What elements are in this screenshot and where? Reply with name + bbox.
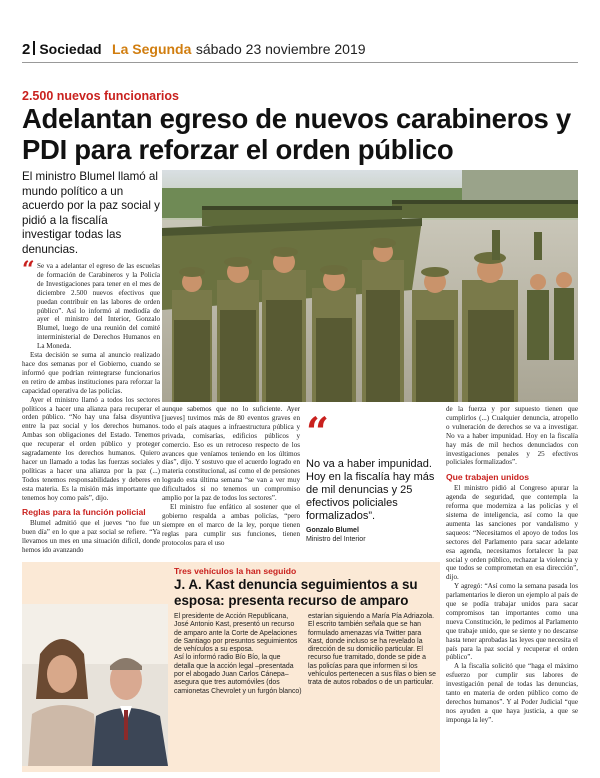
subhead-reglas: Reglas para la función policial bbox=[22, 507, 146, 518]
body-paragraph: El ministro fue enfático al sostener que el gobierno respalda a ambas policías, “pero siempre en el marco de la ley, porque tienen reglas para cumplir sus funciones, tienen protocolos para el uso bbox=[162, 502, 300, 547]
inset-body bbox=[174, 613, 436, 696]
page-header bbox=[22, 41, 578, 61]
inset-kicker: Tres vehículos la han seguido bbox=[174, 566, 297, 576]
kast-couple-illustration bbox=[22, 604, 168, 766]
body-paragraph: A la fiscalía solicitó que “haga el máximo esfuerzo por cumplir sus labores de investigación penal de todas las denuncias, tanto en materia de orden público como de derechos humanos”. Y al Poder Judicial “que nos ayuden a que haya justicia, a que se imponga la ley”. bbox=[446, 662, 578, 724]
page-number: 2 bbox=[22, 41, 31, 58]
body-paragraph: El ministro pidió al Congreso apurar la agenda de seguridad, que contempla la reforma que moderniza a las policías y el sistema de inteligencia, así como la que aumenta las sanciones por vandalismo y saqueos: “Necesitamos el apoyo de todos los sectores del Parlamento para sacar adelante esa agenda, necesitamos fortalecer la paz social y orden público, rechazar la violencia y que todos se comprometan en esa dirección”, dijo. bbox=[446, 484, 578, 582]
police-formation-illustration bbox=[162, 170, 578, 402]
body-paragraph: Blumel admitió que el jueves “no fue un buen día” en lo que a paz social se refiere. “Ya llevamos un mes en una situación difícil, donde hemos ido avanzando bbox=[22, 519, 160, 555]
body-paragraph: de la fuerza y por supuesto tienen que cumplirlos (...) Cualquier denuncia, atropello o vulneración de derechos se va a investigar. No va a haber impunidad. Hoy en la fiscalía hay más de mil hechos denunciados con investigaciones penales y 25 efectivos policiales formalizados”. bbox=[446, 405, 578, 467]
article-headline: Adelantan egreso de nuevos carabineros y PDI para reforzar el orden público bbox=[22, 103, 571, 165]
police-formation-photo bbox=[162, 170, 578, 402]
article-kicker: 2.500 nuevos funcionarios bbox=[22, 89, 179, 103]
article-column-2 bbox=[162, 405, 300, 548]
header-divider bbox=[33, 41, 35, 55]
article-column-4 bbox=[446, 405, 578, 725]
article-deck: El ministro Blumel llamó al mundo político a un acuerdo por la paz social y pidió a la fiscalía investigar todas las denuncias. bbox=[22, 170, 160, 256]
publication-name: La Segunda bbox=[112, 41, 192, 57]
header-rule bbox=[22, 62, 578, 63]
pull-quote-mark-icon: “ bbox=[306, 409, 330, 456]
subhead-trabajen: Que trabajen unidos bbox=[446, 472, 530, 483]
issue-date: sábado 23 noviembre 2019 bbox=[195, 41, 366, 57]
pull-quote-name: Gonzalo Blumel bbox=[306, 527, 359, 534]
article-column-1 bbox=[22, 257, 160, 555]
kast-couple-photo bbox=[22, 604, 168, 766]
body-paragraph: Y agregó: “Así como la semana pasada los parlamentarios le dieron un ejemplo al país de que se podía trabajar unidos para sacar compromisos tan importantes como una nueva Constitución, le pedimos al Parlamento que trabaje unido, que se siente y no descanse hasta tener aprobadas las leyes que necesita el país para la paz social y recuperar el orden público”. bbox=[446, 582, 578, 662]
opening-quote-icon: “ bbox=[22, 257, 35, 283]
inset-paragraph: El presidente de Acción Republicana, José Antonio Kast, presentó un recurso de amparo ante la Corte de Apelaciones de Santiago por presuntos seguimientos de vehículos a su esposa. bbox=[174, 613, 298, 654]
pull-quote-role: Ministro del Interior bbox=[306, 536, 366, 543]
inset-headline: J. A. Kast denuncia seguimientos a su esposa: presenta recurso de amparo bbox=[174, 577, 418, 608]
inset-paragraph: Así lo informó radio Bío Bío, la que detalla que la acción legal –presentada por el abogado Juan Carlos Cánepa– asegura que tres automóviles (dos camionetas Chevrolet y un furgón blanco) estarían siguiendo a María Pía Adriazola. El escrito también señala que se han formulado amenazas vía Twitter para Kast, donde incluso se ha revelado la dirección de su domicilio particular. El recurso fue tramitado, donde se pide a las policías para que informen si los vehículos pertenecen a sus filas o bien se trata de autos robados o de un particular. bbox=[174, 613, 436, 695]
body-paragraph: aunque sabemos que no lo suficiente. Ayer [jueves] tuvimos más de 80 eventos graves en todo el país ataques a infraestructura pública y privada, comisarías, edificios públicos y comercio. Eso es un retroceso respecto de los avances que veníamos teniendo en los últimos días”, dijo. Y sostuvo que el acuerdo logrado en materia constitucional, así como el de pensiones logrado esta última semana “se van a ver muy dificultados si no tenemos un compromiso amplio por la paz de todos los sectores”. bbox=[162, 405, 300, 503]
pull-quote-text: No va a haber impunidad. Hoy en la fiscalía hay más de mil denuncias y 25 efectivos policiales formalizados”. bbox=[306, 458, 435, 522]
pull-quote-attribution bbox=[306, 526, 444, 544]
body-paragraph: Esta decisión se suma al anuncio realizado hace dos semanas por el Gobierno, cuando se informó que podrían reintegrarse funcionarios en retiro de ambas instituciones para reforzar la capacidad operativa de las policías. bbox=[22, 351, 160, 395]
pull-quote bbox=[306, 409, 444, 544]
section-name: Sociedad bbox=[39, 41, 102, 57]
body-paragraph: Ayer el ministro llamó a todos los sectores políticos a hacer una alianza para recuperar el orden público. “No hay una falsa disyuntiva entre la paz social y los derechos humanos. Ambas son obligaciones del Estado. Tenemos que recuperar el orden público y proteger sagradamente los derechos humanos. Quiero hacer un llamado a todas las fuerzas sociales y políticas a hacer una alianza por la paz (...) Todos tenemos responsabilidades y deberes en esta materia. Es la misión más importante que tenemos hoy como país”, dijo. bbox=[22, 395, 160, 502]
body-paragraph: Se va a adelantar el egreso de las escuelas de formación de Carabineros y la Policía de Investigaciones para tener en el mes de diciembre 2.500 nuevos efectivos que puedan contribuir en las labores de orden público”. Así lo informó al mediodía de ayer el ministro del Interior, Gonzalo Blumel, luego de una reunión del comité interministerial de Derechos Humanos en La Moneda. bbox=[37, 262, 160, 351]
